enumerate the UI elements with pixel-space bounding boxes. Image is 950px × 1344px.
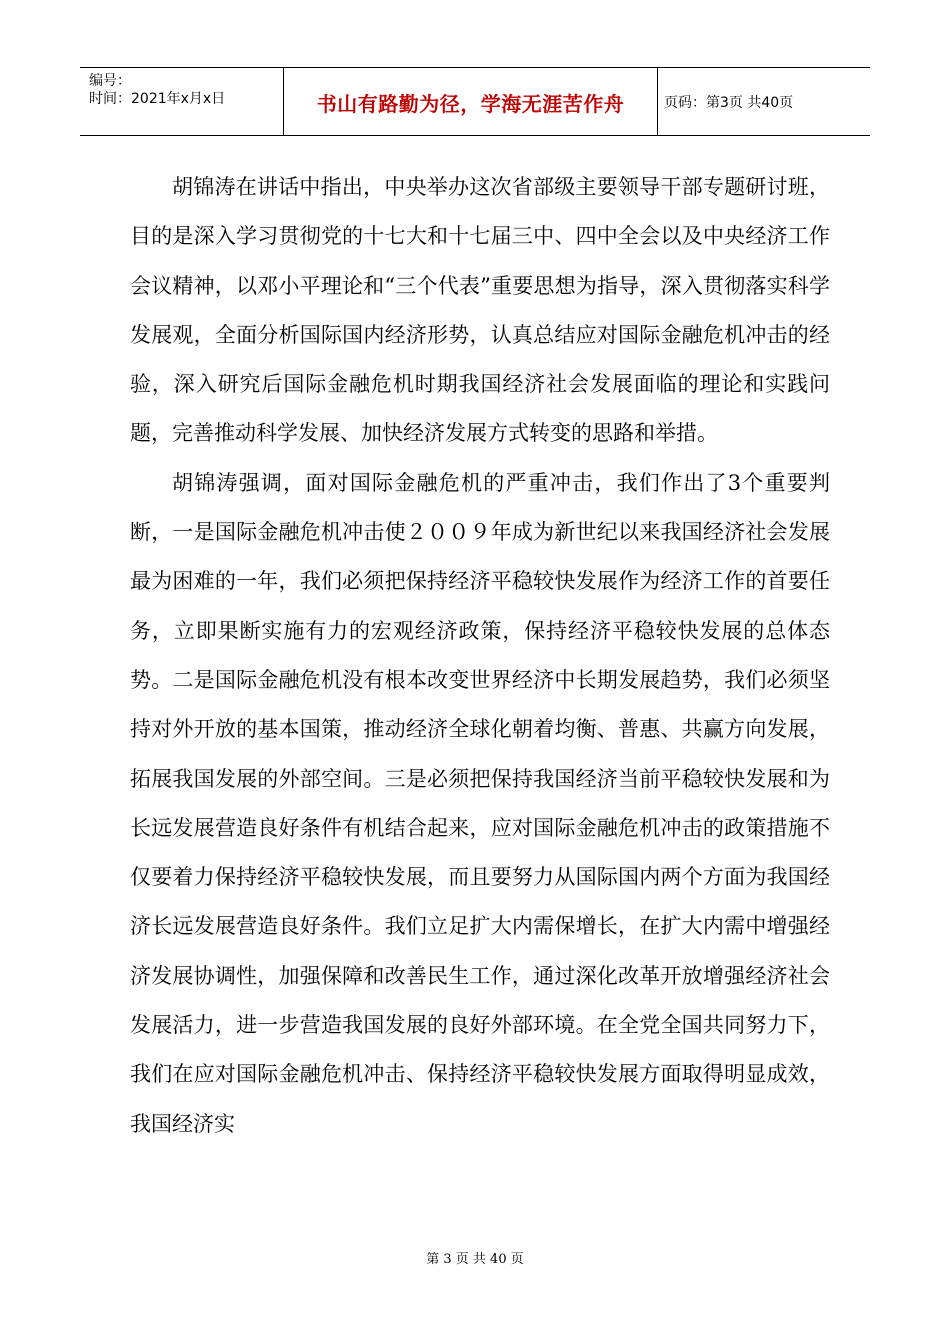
header-meta xyxy=(89,72,225,108)
page-footer: 第 3 页 共 40 页 xyxy=(426,1252,524,1267)
header-motto: 书山有路勤为径，学海无涯苦作舟 xyxy=(316,91,625,116)
number-label: 编号： xyxy=(89,73,131,89)
header-divider xyxy=(657,68,658,136)
paragraph: 胡锦涛强调，面对国际金融危机的严重冲击，我们作出了3个重要判断，一是国际金融危机冲击使２００９年成为新世纪以来我国经济社会发展最为困难的一年，我们必须把保持经济平稳较快发展作为经济工作的首要任务，立即果断实施有力的宏观经济政策，保持经济平稳较快发展的总体态势。二是国际金融危机没有根本改变世界经济中长期发展趋势，我们必须坚持对外开放的基本国策，推动经济全球化朝着均衡、普惠、共赢方向发展，拓展我国发展的外部空间。三是必须把保持我国经济当前平稳较快发展和为长远发展营造良好条件有机结合起来，应对国际金融危机冲击的政策措施不仅要着力保持经济平稳较快发展，而且要努力从国际国内两个方面为我国经济长远发展营造良好条件。我们立足扩大内需保增长，在扩大内需中增强经济发展协调性，加强保障和改善民生工作，通过深化改革开放增强经济社会发展活力，进一步营造我国发展的良好外部环境。在全党全国共同努力下，我们在应对国际金融危机冲击、保持经济平稳较快发展方面取得明显成效，我国经济实 xyxy=(130,470,830,1136)
page-info: 页码：第3页 共40页 xyxy=(664,95,794,111)
time-label: 时间：2021年x月x日 xyxy=(89,91,226,107)
paragraph: 胡锦涛在讲话中指出，中央举办这次省部级主要领导干部专题研讨班，目的是深入学习贯彻党的十七大和十七届三中、四中全会以及中央经济工作会议精神，以邓小平理论和“三个代表”重要思想为指导，深入贯彻落实科学发展观，全面分析国际国内经济形势，认真总结应对国际金融危机冲击的经验，深入研究后国际金融危机时期我国经济社会发展面临的理论和实践问题，完善推动科学发展、加快经济发展方式转变的思路和举措。 xyxy=(130,175,830,446)
document-body xyxy=(130,163,830,1149)
page-header xyxy=(80,67,870,136)
